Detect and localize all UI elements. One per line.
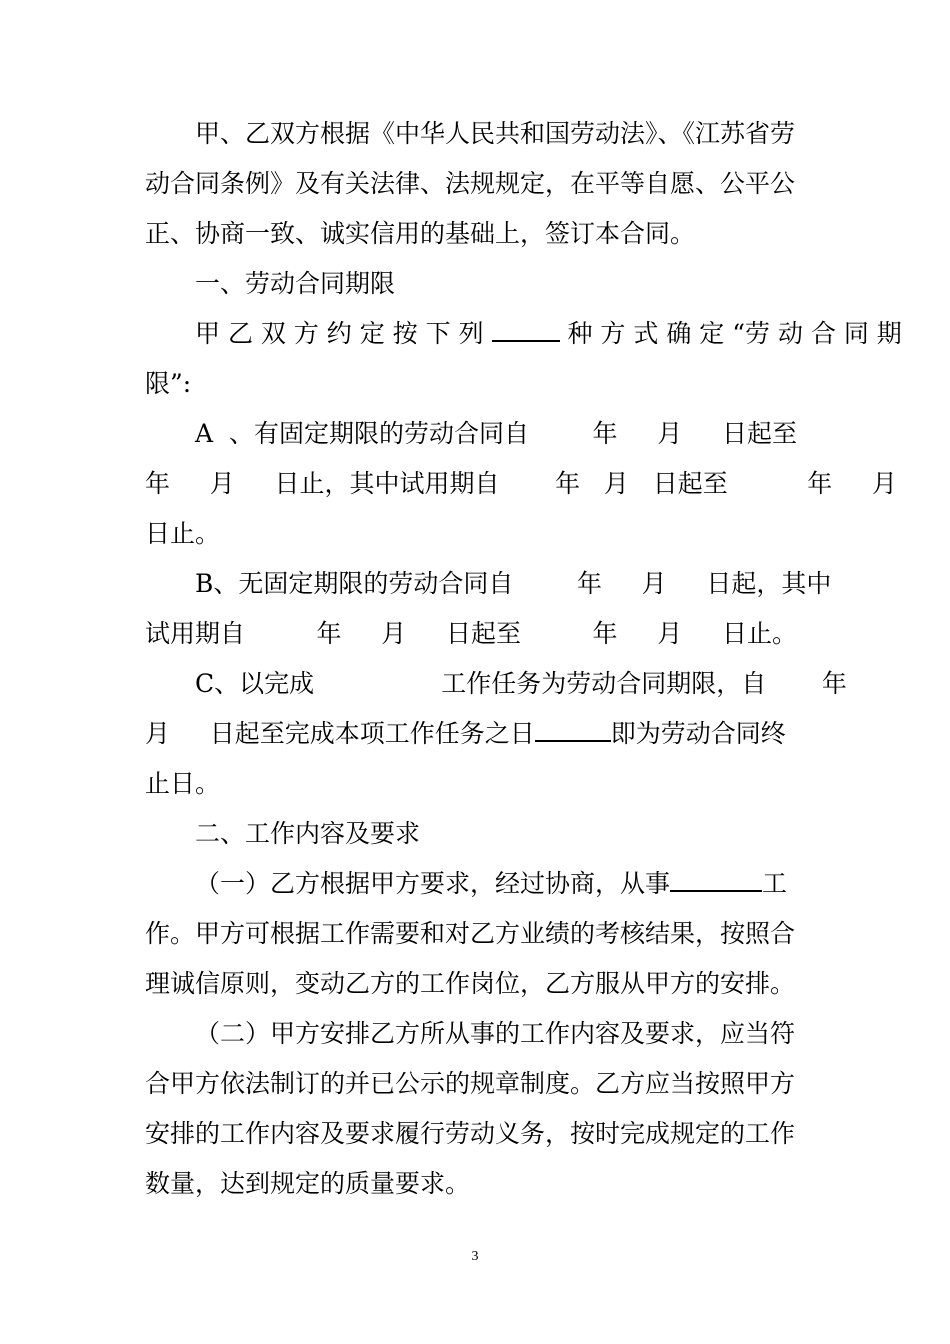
item1-line-3: 理诚信原则，变动乙方的工作岗位，乙方服从甲方的安排。 [145, 969, 796, 998]
option-b-line-1: B、无固定期限的劳动合同自 年 月 日起，其中 [195, 569, 832, 598]
item1-text-before: （一）乙方根据甲方要求，经过协商，从事 [195, 869, 671, 898]
intro-line-2: 动合同条例》及有关法律、法规规定，在平等自愿、公平公 [145, 169, 796, 198]
intro-line-3: 正、协商一致、诚实信用的基础上，签订本合同。 [145, 219, 696, 248]
option-c-text-before: 月 日起至完成本项工作任务之日 [145, 719, 535, 748]
option-c-line-3: 止日。 [145, 769, 221, 798]
option-c-blank [535, 718, 611, 742]
option-c-line-2 [145, 717, 786, 751]
contract-method-text-before: 甲 乙 双 方 约 定 按 下 列 [195, 319, 492, 348]
section1-heading: 一、劳动合同期限 [195, 269, 396, 298]
item2-line-1: （二）甲方安排乙方所从事的工作内容及要求，应当符 [195, 1019, 796, 1048]
contract-method-text-after: 种 方 式 确 定 “劳 动 合 同 期 [559, 319, 902, 348]
item1-text-after: 工 [762, 869, 788, 898]
option-c-text-after: 即为劳动合同终 [610, 719, 786, 748]
option-a-line-2: 年 月 日止，其中试用期自 年 月 日起至 年 月 [145, 469, 897, 498]
contract-method-line-2: 限”: [145, 369, 192, 398]
option-a-line-3: 日止。 [145, 519, 221, 548]
item2-line-2: 合甲方依法制订的并已公示的规章制度。乙方应当按照甲方 [145, 1069, 796, 1098]
option-c-line-1: C、以完成 工作任务为劳动合同期限，自 年 [195, 669, 847, 698]
intro-line-1: 甲、乙双方根据《中华人民共和国劳动法》、《江苏省劳 [195, 119, 796, 148]
item2-line-3: 安排的工作内容及要求履行劳动义务，按时完成规定的工作 [145, 1119, 796, 1148]
contract-method-line [195, 317, 902, 351]
option-b-line-2: 试用期自 年 月 日起至 年 月 日止。 [145, 619, 797, 648]
item2-line-4: 数量，达到规定的质量要求。 [145, 1169, 471, 1198]
work-type-blank [670, 868, 762, 892]
item1-line-2: 作。甲方可根据工作需要和对乙方业绩的考核结果，按照合 [145, 919, 796, 948]
section2-heading: 二、工作内容及要求 [195, 819, 421, 848]
page-number: 3 [471, 1249, 479, 1264]
item1-line-1 [195, 867, 787, 901]
option-a-line-1: A 、有固定期限的劳动合同自 年 月 日起至 [195, 419, 797, 448]
contract-method-blank [492, 318, 560, 342]
